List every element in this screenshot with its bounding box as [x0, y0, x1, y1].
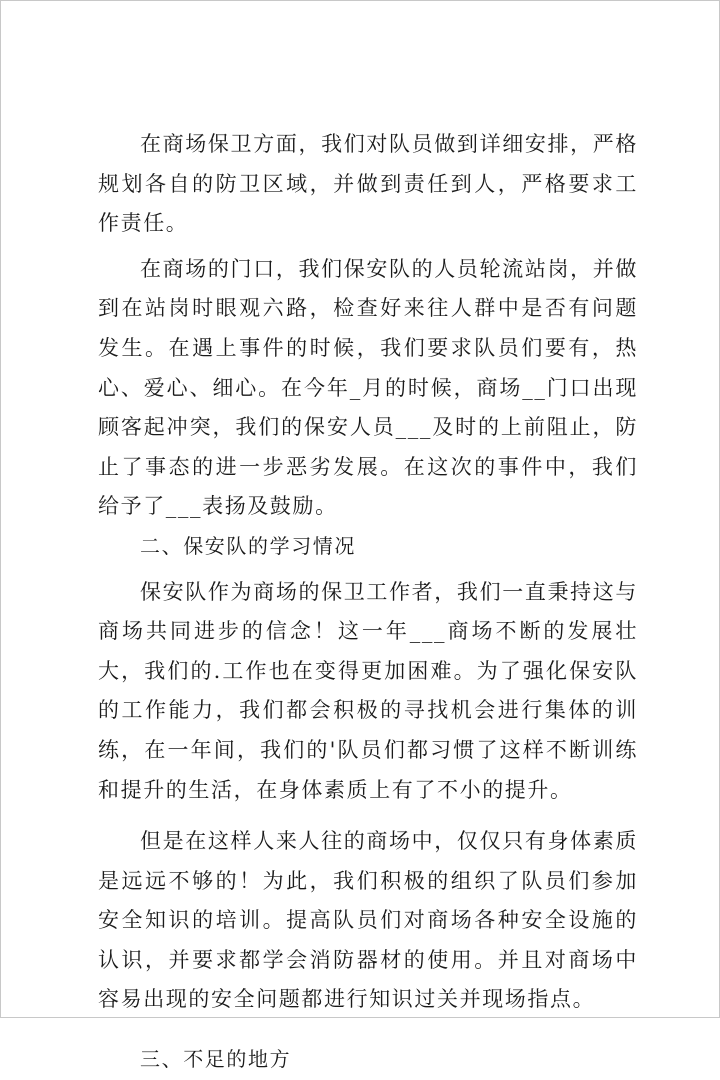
document-body — [98, 125, 638, 1080]
paragraph-security-arrangement: 在商场保卫方面，我们对队员做到详细安排，严格规划各自的防卫区域，并做到责任到人，严格要求工作责任。 — [98, 132, 638, 236]
section-heading-shortcomings: 三、不足的地方 — [140, 1047, 292, 1072]
paragraph-training: 保安队作为商场的保卫工作者，我们一直秉持这与商场共同进步的信念！这一年___商场不断的发展壮大，我们的.工作也在变得更加困难。为了强化保安队的工作能力，我们都会积极的寻找机会进行集体的训练，在一年间，我们的'队员们都习惯了这样不断训练和提升的生活，在身体素质上有了不小的提升。 — [98, 579, 638, 802]
paragraph-entrance-duty: 在商场的门口，我们保安队的人员轮流站岗，并做到在站岗时眼观六路，检查好来往人群中是否有问题发生。在遇上事件的时候，我们要求队员们要有，热心、爱心、细心。在今年_月的时候，商场__门口出现顾客起冲突，我们的保安人员___及时的上前阻止，防止了事态的进一步恶劣发展。在这次的事件中，我们给予了___表扬及鼓励。 — [98, 256, 638, 519]
section-heading-study: 二、保安队的学习情况 — [140, 533, 356, 558]
paragraph-safety-knowledge: 但是在这样人来人往的商场中，仅仅只有身体素质是远远不够的！为此，我们积极的组织了队员们参加安全知识的培训。提高队员们对商场各种安全设施的认识，并要求都学会消防器材的使用。并且对商场中容易出现的安全问题都进行知识过关并现场指点。 — [98, 829, 638, 1012]
